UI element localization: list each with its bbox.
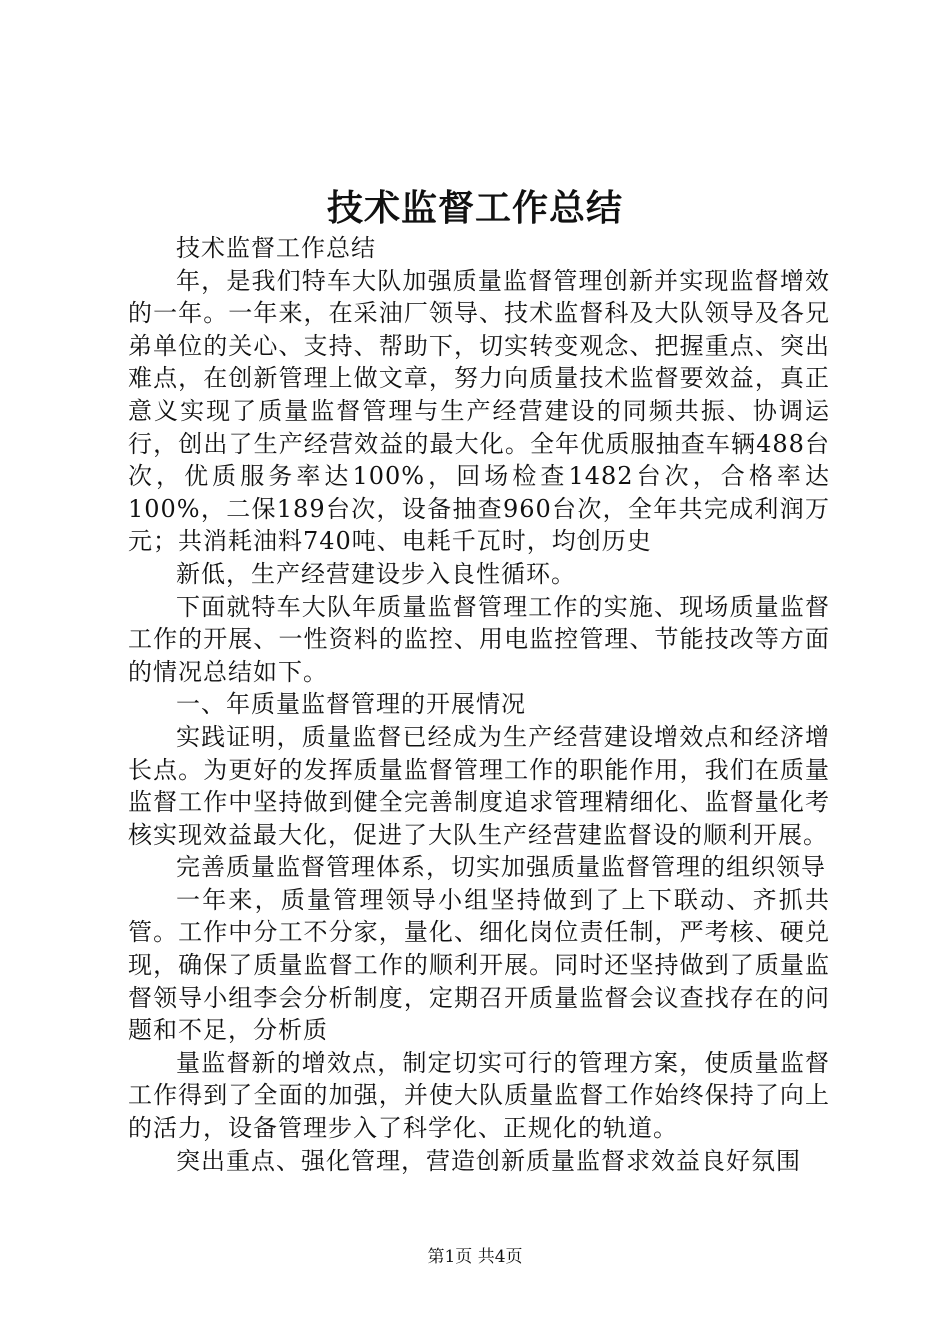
subsection-heading: 完善质量监督管理体系，切实加强质量监督管理的组织领导 — [176, 853, 826, 882]
paragraph: 年，是我们特车大队加强质量监督管理创新并实现监督增效的一年。一年来，在采油厂领导、技术监督科及大队领导及各兄弟单位的关心、支持、帮助下，切实转变观念、把握重点、突出难点，在创新管理上做文章，努力向质量技术监督要效益，真正意义实现了质量监督管理与生产经营建设的同频共振、协调运行，创出了生产经营效益的最大化。全年优质服抽查车辆488台次，优质服务率达100%，回场检查1482台次，合格率达100%，二保189台次，设备抽查960台次，全年共完成利润万元；共消耗油料740吨、电耗千瓦时，均创历史 — [128, 266, 830, 556]
paragraph: 实践证明，质量监督已经成为生产经营建设增效点和经济增长点。为更好的发挥质量监督管理工作的职能作用，我们在质量监督工作中坚持做到健全完善制度追求管理精细化、监督量化考核实现效益最大化，促进了大队生产经营建监督设的顺利开展。 — [128, 722, 830, 849]
section-heading: 一、年质量监督管理的开展情况 — [176, 690, 526, 719]
paragraph: 下面就特车大队年质量监督管理工作的实施、现场质量监督工作的开展、一性资料的监控、用电监控管理、节能技改等方面的情况总结如下。 — [128, 592, 830, 686]
document-body — [128, 232, 830, 1177]
paragraph: 新低，生产经营建设步入良性循环。 — [176, 559, 576, 588]
page-footer: 第1页 共4页 — [427, 1247, 523, 1267]
paragraph: 一年来，质量管理领导小组坚持做到了上下联动、齐抓共管。工作中分工不分家，量化、细化岗位责任制，严考核、硬兑现，确保了质量监督工作的顺利开展。同时还坚持做到了质量监督领导小组李会分析制度，定期召开质量监督会议查找存在的问题和不足，分析质 — [128, 885, 830, 1045]
paragraph: 技术监督工作总结 — [176, 234, 376, 262]
paragraph: 量监督新的增效点，制定切实可行的管理方案，使质量监督工作得到了全面的加强，并使大队质量监督工作始终保持了向上的活力，设备管理步入了科学化、正规化的轨道。 — [128, 1048, 830, 1143]
subsection-heading: 突出重点、强化管理，营造创新质量监督求效益良好氛围 — [176, 1146, 801, 1175]
document-title: 技术监督工作总结 — [326, 187, 623, 229]
